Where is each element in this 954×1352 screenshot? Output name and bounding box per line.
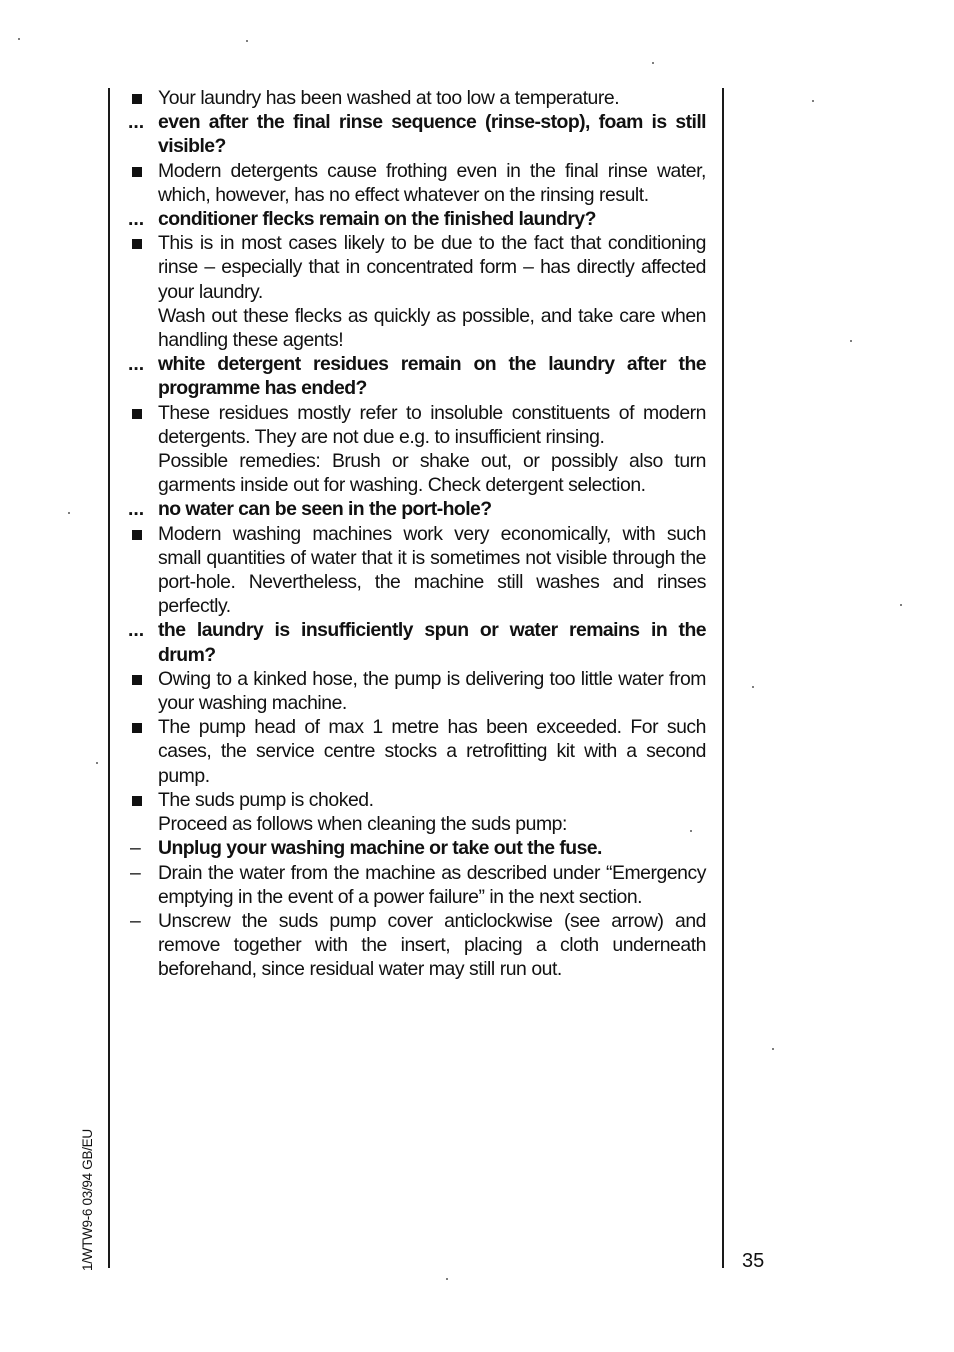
bullet-text: Modern washing machines work very economically, with such small quantities of water that it is sometimes not visible through the port-hole. Nevertheless, the machine still washes and rinses perfectly. [158, 522, 706, 618]
square-bullet-icon [132, 723, 142, 733]
square-bullet-icon [132, 530, 142, 540]
bullet-text: Your laundry has been washed at too low a temperature. [158, 87, 620, 109]
question-text: the laundry is insufficiently spun or water remains in the drum? [158, 619, 706, 666]
bullet-text: Modern detergents cause frothing even in the final rinse water, which, however, has no effect whatever on the rinsing result. [158, 159, 706, 206]
bullet-item [128, 522, 706, 619]
question-heading [128, 497, 706, 521]
scan-speck [752, 686, 754, 688]
scan-speck [18, 38, 20, 40]
question-heading [128, 618, 706, 666]
scan-speck [446, 1278, 448, 1280]
page-number: 35 [742, 1250, 765, 1272]
document-code: 1/WTW9-6 03/94 GB/EU [80, 1129, 95, 1271]
paragraph-text: Possible remedies: Brush or shake out, or possibly also turn garments inside out for washing. Check detergent selection. [158, 450, 706, 497]
bullet-item [128, 231, 706, 304]
scan-speck [850, 340, 852, 342]
scan-speck [652, 62, 654, 64]
dash-marker: – [130, 837, 141, 860]
bullet-item [128, 159, 706, 207]
bullet-item [128, 788, 706, 812]
square-bullet-icon [132, 409, 142, 419]
scan-speck [812, 100, 814, 102]
step-item [128, 861, 706, 909]
step-item [128, 909, 706, 982]
square-bullet-icon [132, 239, 142, 249]
question-text: even after the final rinse sequence (rinse-stop), foam is still visible? [158, 111, 706, 158]
right-margin-rule [722, 88, 724, 1268]
question-heading [128, 110, 706, 158]
bullet-item [128, 667, 706, 715]
bullet-text: The suds pump is choked. [158, 788, 374, 811]
step-text: Drain the water from the machine as described under “Emergency emptying in the event of a power failure” in the next section. [158, 861, 706, 908]
dash-marker: – [130, 861, 141, 884]
bullet-item [128, 86, 706, 110]
left-margin-rule [108, 88, 110, 1268]
ellipsis-marker: ... [128, 111, 145, 134]
ellipsis-marker: ... [128, 208, 145, 231]
dash-marker: – [130, 909, 141, 932]
question-text: no water can be seen in the port-hole? [158, 498, 492, 521]
bullet-text: The pump head of max 1 metre has been exceeded. For such cases, the service centre stocks a retrofitting kit with a second pump. [158, 716, 706, 787]
ellipsis-marker: ... [128, 353, 145, 376]
bullet-text: Owing to a kinked hose, the pump is delivering too little water from your washing machine. [158, 667, 706, 715]
ellipsis-marker: ... [128, 619, 145, 642]
paragraph [128, 449, 706, 497]
bullet-text: This is in most cases likely to be due to the fact that conditioning rinse – especially that in concentrated form – has directly affected your laundry. [158, 232, 706, 303]
step-item [128, 836, 706, 860]
square-bullet-icon [132, 94, 142, 104]
question-heading [128, 352, 706, 400]
scan-speck [68, 512, 70, 514]
step-text: Unscrew the suds pump cover anticlockwise (see arrow) and remove together with the insert, placing a cloth underneath beforehand, since residual water may still run out. [158, 909, 706, 981]
question-text: conditioner flecks remain on the finished laundry? [158, 208, 596, 231]
ellipsis-marker: ... [128, 498, 145, 521]
step-text: Unplug your washing machine or take out the fuse. [158, 837, 602, 860]
question-text: white detergent residues remain on the laundry after the programme has ended? [158, 353, 706, 400]
troubleshooting-text [128, 86, 706, 982]
question-heading [128, 207, 706, 231]
paragraph-text: Wash out these flecks as quickly as possible, and take care when handling these agents! [158, 304, 706, 352]
bullet-item [128, 715, 706, 788]
square-bullet-icon [132, 167, 142, 177]
paragraph [128, 304, 706, 352]
paragraph-text: Proceed as follows when cleaning the suds pump: [158, 813, 567, 836]
paragraph [128, 812, 706, 836]
scan-speck [246, 40, 248, 42]
scan-speck [690, 830, 692, 832]
square-bullet-icon [132, 796, 142, 806]
scan-speck [96, 762, 98, 764]
bullet-item [128, 401, 706, 449]
bullet-text: These residues mostly refer to insoluble constituents of modern detergents. They are not due e.g. to insufficient rinsing. [158, 401, 706, 448]
scan-speck [900, 604, 902, 606]
scan-speck [772, 1048, 774, 1050]
square-bullet-icon [132, 675, 142, 685]
